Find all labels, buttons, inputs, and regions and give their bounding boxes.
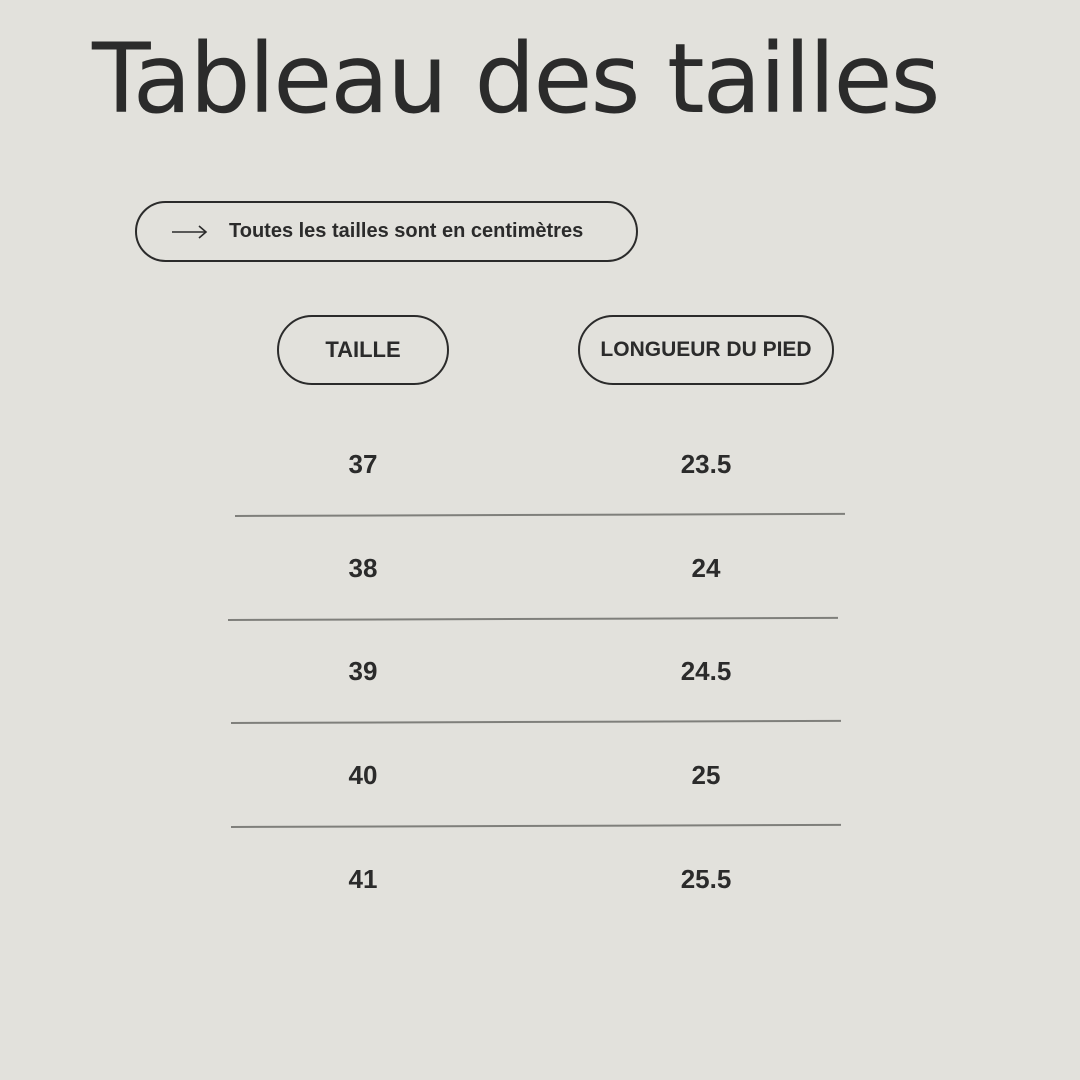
cell-longueur: 24.5 bbox=[680, 656, 732, 686]
cell-taille: 41 bbox=[348, 864, 378, 894]
arrow-right-icon bbox=[171, 222, 209, 242]
cell-taille: 37 bbox=[348, 449, 378, 479]
units-note-text: Toutes les tailles sont en centimètres bbox=[229, 220, 584, 242]
units-note bbox=[135, 201, 638, 262]
row-divider bbox=[231, 720, 841, 724]
cell-taille: 38 bbox=[348, 553, 378, 583]
cell-longueur: 25.5 bbox=[680, 864, 732, 894]
row-divider bbox=[231, 824, 841, 828]
cell-longueur: 23.5 bbox=[680, 449, 732, 479]
cell-longueur: 25 bbox=[691, 760, 721, 790]
cell-taille: 40 bbox=[348, 760, 378, 790]
row-divider bbox=[235, 513, 845, 517]
cell-longueur: 24 bbox=[691, 553, 721, 583]
page-title: Tableau des tailles bbox=[92, 23, 939, 135]
cell-taille: 39 bbox=[348, 656, 378, 686]
row-divider bbox=[228, 617, 838, 621]
column-header-longueur: LONGUEUR DU PIED bbox=[578, 315, 834, 385]
column-header-taille: TAILLE bbox=[277, 315, 449, 385]
